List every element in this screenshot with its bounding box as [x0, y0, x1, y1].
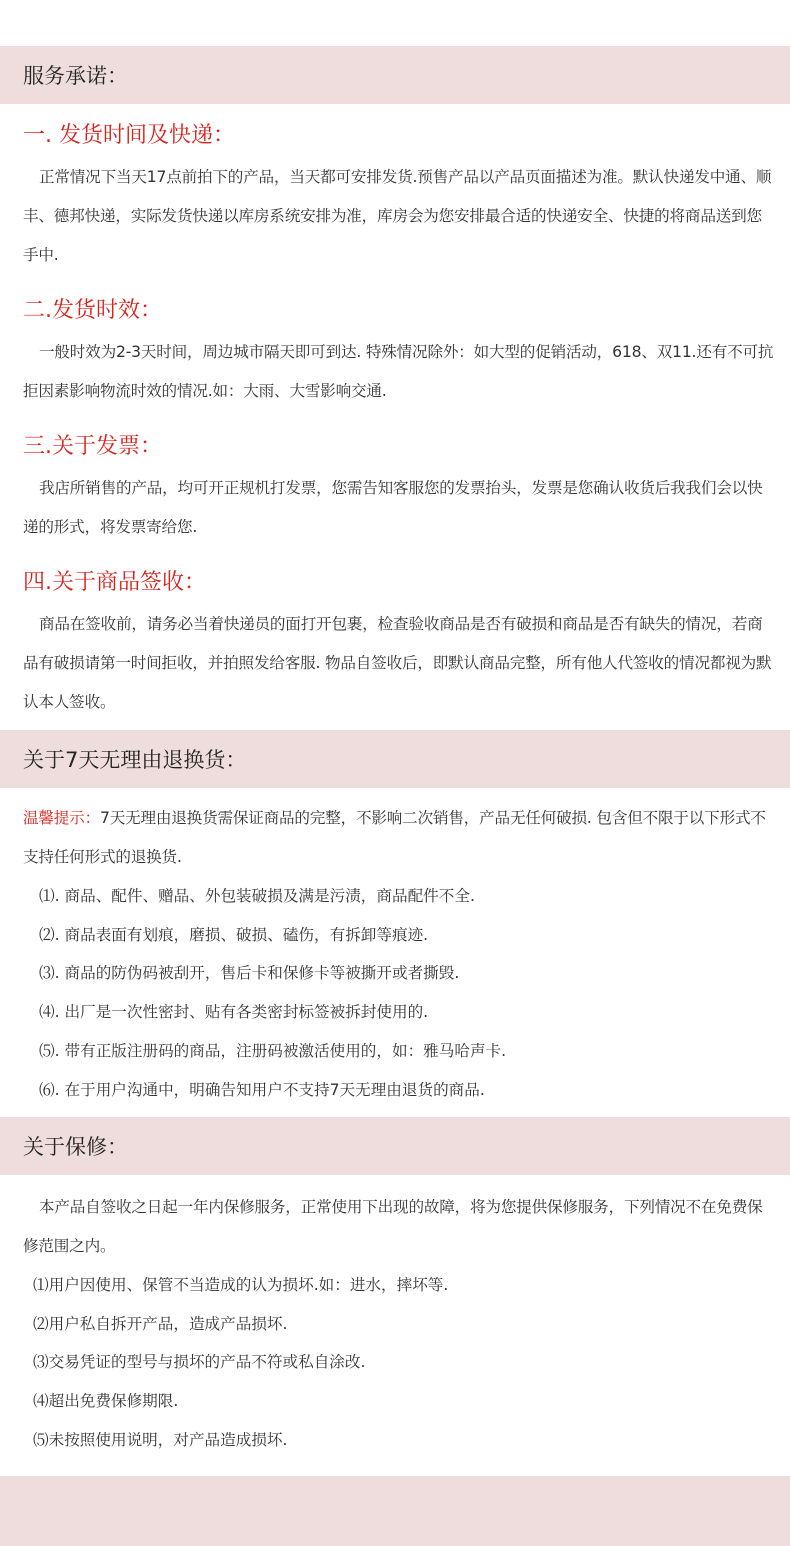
list-item: ⑹. 在于用户沟通中，明确告知用户不支持7天无理由退货的商品.: [39, 1080, 485, 1099]
warranty-exclusion-list: [33, 1266, 448, 1460]
shipping-time-text: 正常情况下当天17点前拍下的产品，当天都可安排发货.预售产品以产品页面描述为准。默认快递发中通、顺丰、德邦快递，实际发货快递以库房系统安排为准，库房会为您安排最合适的快递安全、快捷的将商品送到您手中.: [23, 168, 772, 264]
list-item: ⑸. 带有正版注册码的商品，注册码被激活使用的，如：雅马哈声卡.: [39, 1041, 507, 1060]
list-item: ⑴用户因使用、保管不当造成的认为损坏.如：进水，摔坏等.: [33, 1276, 449, 1294]
service-heading-band: [0, 46, 790, 104]
list-item: ⑴. 商品、配件、赠品、外包装破损及满是污渍，商品配件不全.: [39, 887, 475, 905]
warranty-heading-band: [0, 1117, 790, 1175]
invoice-text: 我店所销售的产品，均可开正规机打发票，您需告知客服您的发票抬头，发票是您确认收货后我我们会以快递的形式，将发票寄给您.: [23, 479, 763, 536]
list-item: ⑷. 出厂是一次性密封、贴有各类密封标签被拆封使用的.: [39, 1003, 429, 1022]
returns-note-text: 7天无理由退换货需保证商品的完整，不影响二次销售，产品无任何破损. 包含但不限于以下形式不支持任何形式的退换货.: [23, 809, 766, 866]
list-item: ⑵用户私自拆开产品，造成产品损坏.: [33, 1314, 288, 1333]
list-item: ⑵. 商品表面有划痕，磨损、破损、磕伤，有拆卸等痕迹.: [39, 925, 429, 944]
list-item: ⑶交易凭证的型号与损坏的产品不符或私自涂改.: [33, 1353, 366, 1372]
receipt-text: 商品在签收前，请务必当着快递员的面打开包裹，检查验收商品是否有破损和商品是否有缺失的情况，若商品有破损请第一时间拒收，并拍照发给客服. 物品自签收后，即默认商品完整，所有他人代签收的情况都视为默认本人签收。: [23, 615, 772, 711]
delivery-time-title: 二.发货时效：: [23, 298, 162, 323]
list-item: ⑶. 商品的防伪码被刮开，售后卡和保修卡等被撕开或者撕毁.: [39, 964, 460, 983]
delivery-time-text: 一般时效为2-3天时间，周边城市隔天即可到达. 特殊情况除外：如大型的促销活动，618、双11.还有不可抗拒因素影响物流时效的情况.如：大雨、大雪影响交通.: [23, 343, 774, 400]
warranty-intro: 本产品自签收之日起一年内保修服务，正常使用下出现的故障，将为您提供保修服务，下列情况不在免费保修范围之内。: [23, 1198, 763, 1255]
shipping-time-title: 一. 发货时间及快递：: [23, 123, 235, 148]
service-heading: 服务承诺：: [23, 64, 128, 88]
returns-exclusion-list: [39, 877, 506, 1109]
returns-heading: 关于7天无理由退换货：: [23, 748, 247, 772]
list-item: ⑷超出免费保修期限.: [33, 1392, 179, 1411]
receipt-title: 四.关于商品签收：: [23, 570, 206, 595]
invoice-title: 三.关于发票：: [23, 434, 162, 459]
warranty-heading: 关于保修：: [23, 1135, 128, 1159]
returns-heading-band: [0, 730, 790, 788]
returns-note-label: 温馨提示：: [23, 809, 100, 827]
returns-note: [23, 799, 775, 877]
footer-band: [0, 1476, 790, 1546]
list-item: ⑸未按照使用说明，对产品造成损坏.: [33, 1430, 288, 1449]
